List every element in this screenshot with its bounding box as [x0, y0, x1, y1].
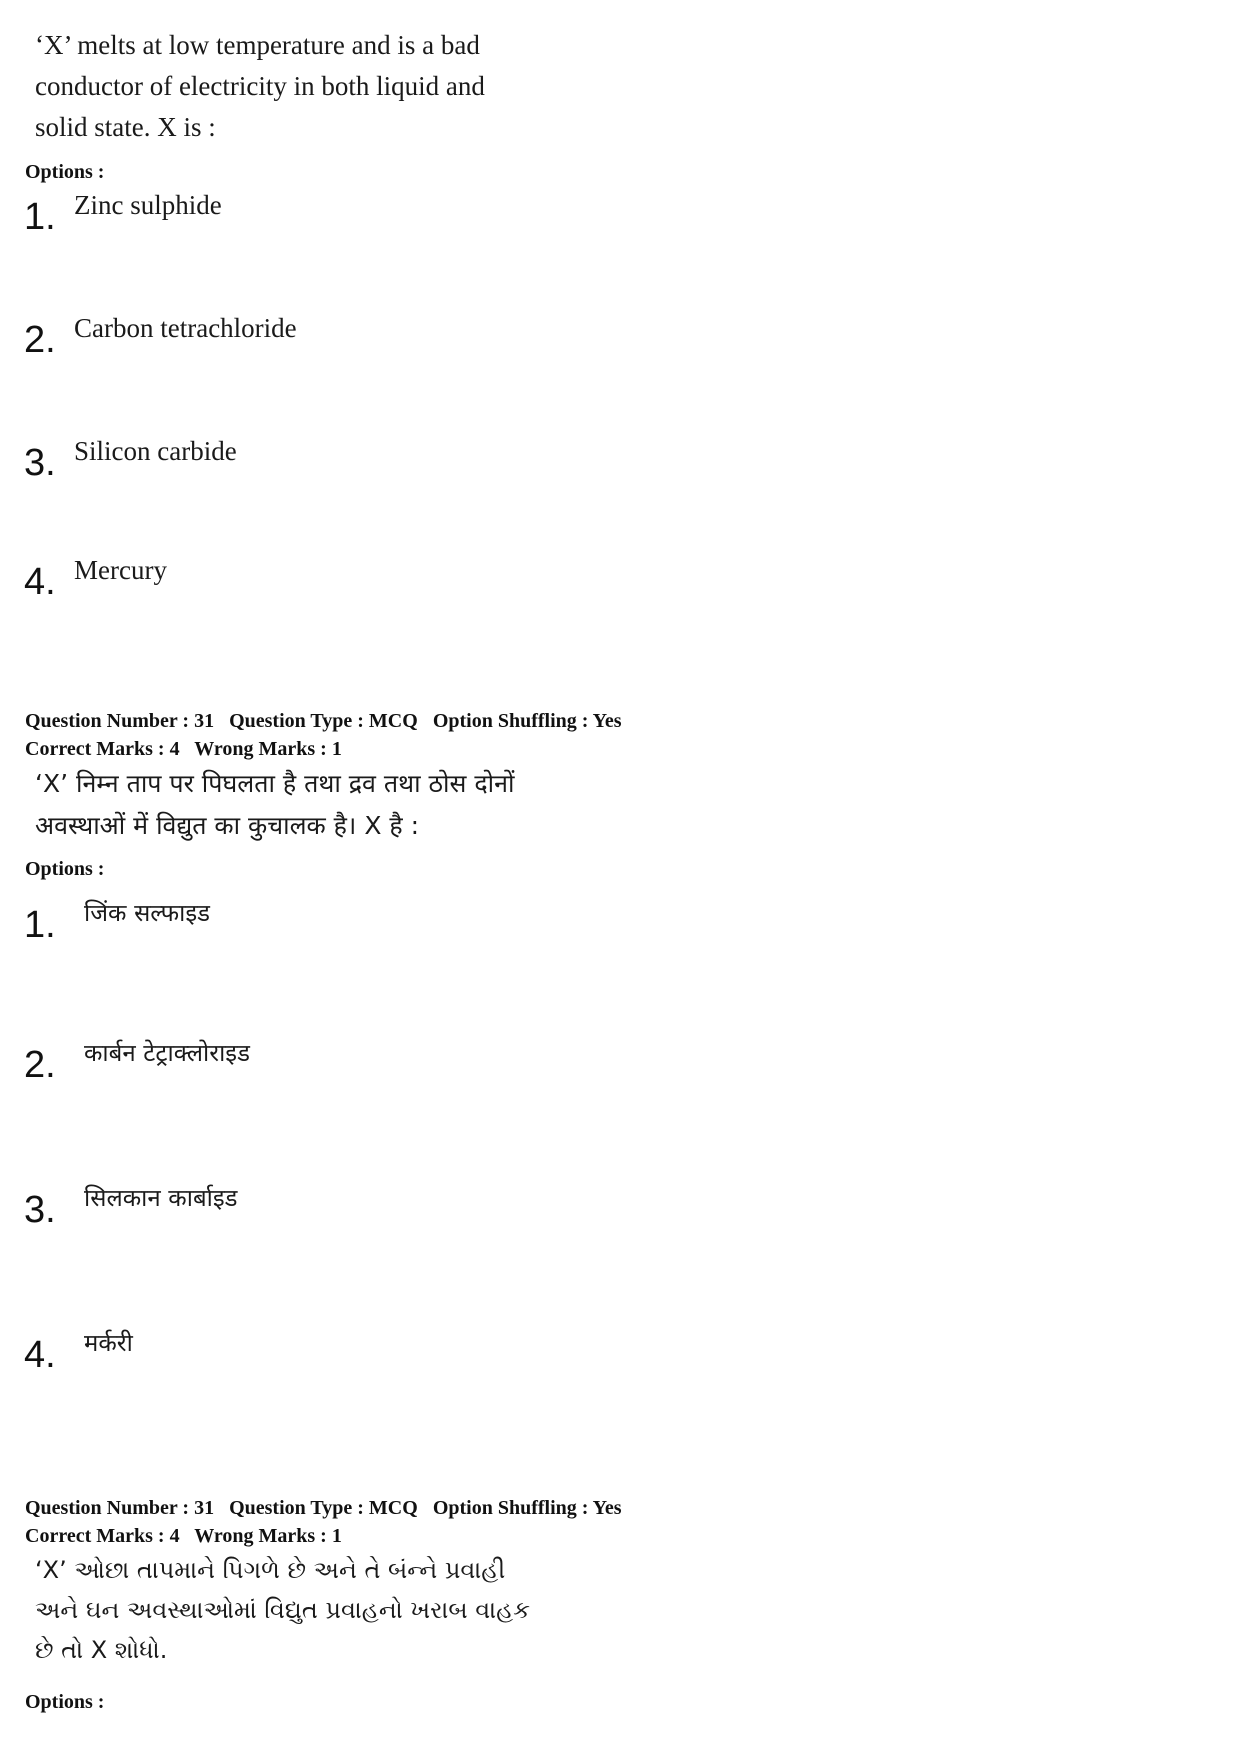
question-line: solid state. X is :: [35, 112, 216, 142]
option-number: 1.: [24, 196, 56, 238]
options-label: Options :: [25, 1691, 105, 1713]
option-3[interactable]: [24, 1183, 238, 1229]
option-2[interactable]: [24, 1038, 250, 1084]
option-3[interactable]: [24, 436, 237, 482]
wrong-marks: Wrong Marks : 1: [194, 738, 342, 760]
question-type: Question Type : MCQ: [229, 710, 418, 732]
option-number: 4.: [24, 561, 56, 603]
question-line: अवस्थाओं में विद्युत का कुचालक है। X है :: [35, 811, 420, 840]
question-meta-line: [25, 1494, 632, 1522]
question-meta-line: [25, 707, 632, 735]
question-text-gujarati: [35, 1550, 530, 1670]
option-1[interactable]: [24, 898, 210, 944]
marks-meta-line: [25, 1522, 352, 1550]
option-text: Zinc sulphide: [74, 190, 222, 220]
option-shuffling: Option Shuffling : Yes: [432, 1497, 622, 1519]
option-text: सिलकान कार्बाइड: [84, 1184, 238, 1212]
option-number: 2.: [24, 1044, 56, 1086]
option-4[interactable]: [24, 1328, 133, 1374]
question-line: છે તો X શોધો.: [35, 1636, 168, 1664]
option-text: Mercury: [74, 555, 167, 585]
question-line: ‘X’ निम्न ताप पर पिघलता है तथा द्रव तथा ठोस दोनों: [35, 769, 515, 798]
options-label: Options :: [25, 161, 105, 183]
option-number: 4.: [24, 1334, 56, 1376]
option-number: 2.: [24, 319, 56, 361]
question-number: Question Number : 31: [25, 710, 215, 732]
option-shuffling: Option Shuffling : Yes: [432, 710, 622, 732]
option-text: मर्करी: [84, 1329, 133, 1357]
question-line: ‘X’ melts at low temperature and is a bad: [35, 30, 480, 60]
wrong-marks: Wrong Marks : 1: [194, 1525, 342, 1547]
option-text: Carbon tetrachloride: [74, 313, 297, 343]
question-text-english: [35, 25, 485, 148]
option-4[interactable]: [24, 555, 167, 601]
correct-marks: Correct Marks : 4: [25, 1525, 180, 1547]
option-number: 3.: [24, 442, 56, 484]
option-text: कार्बन टेट्राक्लोराइड: [84, 1039, 250, 1067]
option-1[interactable]: [24, 190, 222, 236]
question-type: Question Type : MCQ: [229, 1497, 418, 1519]
question-line: conductor of electricity in both liquid and: [35, 71, 485, 101]
option-text: Silicon carbide: [74, 436, 237, 466]
question-text-hindi: [35, 763, 514, 847]
correct-marks: Correct Marks : 4: [25, 738, 180, 760]
options-label: Options :: [25, 858, 105, 880]
question-line: ‘X’ ઓછા તાપમાને પિગળે છે અને તે બંન્ને પ્રવાહી: [35, 1556, 506, 1584]
option-text: जिंक सल्फाइड: [84, 899, 210, 927]
marks-meta-line: [25, 735, 352, 763]
option-number: 3.: [24, 1189, 56, 1231]
option-number: 1.: [24, 904, 56, 946]
question-number: Question Number : 31: [25, 1497, 215, 1519]
question-line: અને ઘન અવસ્થાઓમાં વિદ્યુત પ્રવાહનો ખરાબ વાહક: [35, 1596, 531, 1624]
option-2[interactable]: [24, 313, 297, 359]
